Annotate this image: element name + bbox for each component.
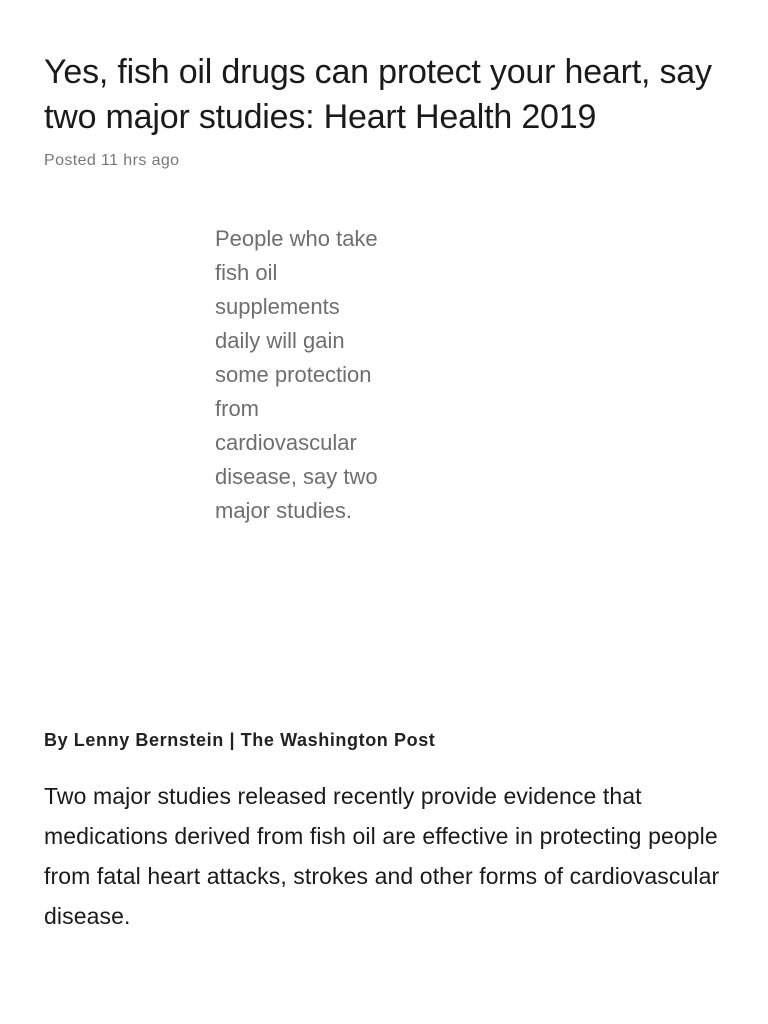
article-headline: Yes, fish oil drugs can protect your heart, say two major studies: Heart Health 2019 <box>44 53 712 136</box>
pull-quote: People who take fish oil supplements daily will gain some protection from cardiovascular disease, say two major studies. <box>215 226 378 523</box>
posted-timestamp: Posted 11 hrs ago <box>44 152 180 169</box>
body-paragraph: Two major studies released recently provide evidence that medications derived from fish oil are effective in protecting people from fatal heart attacks, strokes and other forms of cardiovascular disease. <box>44 783 720 929</box>
byline: By Lenny Bernstein | The Washington Post <box>44 730 436 750</box>
